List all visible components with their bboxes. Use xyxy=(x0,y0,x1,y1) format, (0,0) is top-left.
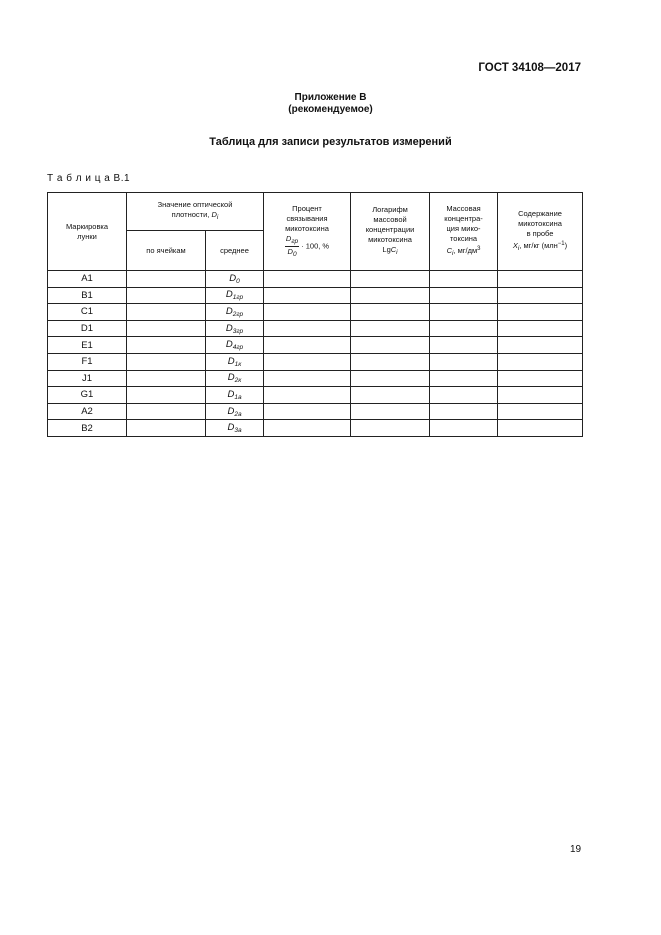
cell-mass-concentration xyxy=(430,287,498,304)
cell-log-concentration xyxy=(351,320,430,337)
den-symbol: D xyxy=(287,247,293,256)
header-average: среднее xyxy=(206,231,264,271)
cell-average xyxy=(206,337,264,354)
header-percent-line: Процент xyxy=(292,204,322,213)
header-binding-percent xyxy=(264,193,351,271)
annex-heading xyxy=(0,92,661,116)
header-log-line: массовой xyxy=(373,215,407,224)
mass-superscript: 3 xyxy=(477,246,481,252)
density-symbol: D xyxy=(225,339,233,351)
table-row xyxy=(48,271,583,288)
cell-mycotoxin-content xyxy=(498,387,583,404)
header-content-line: в пробе xyxy=(526,229,554,238)
table-row xyxy=(48,287,583,304)
well-label: G1 xyxy=(48,387,127,404)
header-optical-text: плотности, xyxy=(171,210,210,219)
cell-mycotoxin-content xyxy=(498,304,583,321)
table-title: Таблица для записи результатов измерений xyxy=(209,136,452,148)
annex-status: (рекомендуемое) xyxy=(288,104,373,115)
cell-per-cell xyxy=(127,387,206,404)
cell-mass-concentration xyxy=(430,304,498,321)
header-content-line: микотоксина xyxy=(518,219,562,228)
table-row xyxy=(48,403,583,420)
mass-subscript: i xyxy=(451,250,454,257)
cell-binding-percent xyxy=(264,304,351,321)
cell-mass-concentration xyxy=(430,370,498,387)
well-label: C1 xyxy=(48,304,127,321)
cell-log-concentration xyxy=(351,370,430,387)
table-row xyxy=(48,387,583,404)
header-optical-line xyxy=(127,210,263,223)
header-log-concentration xyxy=(351,193,430,271)
density-symbol: D xyxy=(227,405,235,417)
density-subscript: 2а xyxy=(234,410,242,418)
log-subscript: i xyxy=(396,249,398,256)
well-label: B2 xyxy=(48,420,127,437)
cell-per-cell xyxy=(127,353,206,370)
header-log-formula xyxy=(351,245,429,258)
annex-title: Приложение В xyxy=(294,92,367,103)
cell-average xyxy=(206,271,264,288)
cell-mycotoxin-content xyxy=(498,370,583,387)
cell-mass-concentration xyxy=(430,420,498,437)
num-subscript: гр xyxy=(291,238,299,245)
cell-mass-concentration xyxy=(430,387,498,404)
content-symbol: X xyxy=(512,241,518,250)
header-percent-formula xyxy=(264,234,350,259)
num-symbol: D xyxy=(285,234,292,243)
header-percent-line: микотоксина xyxy=(285,224,329,233)
cell-per-cell xyxy=(127,287,206,304)
density-symbol: D xyxy=(227,422,235,434)
header-percent-line: связывания xyxy=(286,214,328,223)
header-optical-line: Значение оптической xyxy=(157,200,233,209)
cell-mycotoxin-content xyxy=(498,320,583,337)
header-marking xyxy=(48,193,127,271)
log-expr: Lg xyxy=(382,245,391,254)
cell-log-concentration xyxy=(351,420,430,437)
density-subscript: 4гр xyxy=(232,344,244,352)
header-log-line: микотоксина xyxy=(368,235,412,244)
cell-log-concentration xyxy=(351,287,430,304)
cell-log-concentration xyxy=(351,337,430,354)
header-mass-concentration xyxy=(430,193,498,271)
header-mass-formula xyxy=(430,244,497,259)
cell-binding-percent xyxy=(264,287,351,304)
density-symbol: D xyxy=(229,272,237,284)
cell-mass-concentration xyxy=(430,320,498,337)
cell-mass-concentration xyxy=(430,353,498,370)
density-symbol: D xyxy=(225,289,233,301)
well-label: E1 xyxy=(48,337,127,354)
table-caption: Т а б л и ц а В.1 xyxy=(47,173,131,184)
content-unit: , мг/кг (млн xyxy=(519,241,558,250)
header-mass-line: Массовая xyxy=(446,204,481,213)
cell-per-cell xyxy=(127,271,206,288)
cell-log-concentration xyxy=(351,304,430,321)
content-subscript: i xyxy=(517,245,520,252)
header-marking-line: Маркировка xyxy=(65,221,109,231)
cell-mass-concentration xyxy=(430,403,498,420)
density-subscript: 0 xyxy=(236,277,240,285)
cell-per-cell xyxy=(127,370,206,387)
density-symbol: D xyxy=(225,305,233,317)
header-mass-line: концентра- xyxy=(444,214,483,223)
table-row xyxy=(48,337,583,354)
cell-binding-percent xyxy=(264,370,351,387)
cell-average xyxy=(206,387,264,404)
density-subscript: 3гр xyxy=(232,327,244,335)
header-log-line: Логарифм xyxy=(372,205,408,214)
cell-average xyxy=(206,420,264,437)
header-marking-line: лунки xyxy=(77,231,97,241)
cell-binding-percent xyxy=(264,387,351,404)
header-optical-subscript: i xyxy=(216,214,219,221)
cell-binding-percent xyxy=(264,353,351,370)
cell-per-cell xyxy=(127,420,206,437)
page-number: 19 xyxy=(570,844,582,855)
density-subscript: 2гр xyxy=(232,310,244,318)
cell-average xyxy=(206,304,264,321)
well-label: A1 xyxy=(48,271,127,288)
log-symbol: C xyxy=(390,245,397,254)
fraction-numerator xyxy=(285,234,299,247)
cell-binding-percent xyxy=(264,271,351,288)
table-row xyxy=(48,420,583,437)
cell-per-cell xyxy=(127,304,206,321)
content-close: ) xyxy=(564,241,568,250)
cell-log-concentration xyxy=(351,271,430,288)
header-optical-symbol: D xyxy=(211,210,217,219)
well-label: B1 xyxy=(48,287,127,304)
cell-mass-concentration xyxy=(430,337,498,354)
density-symbol: D xyxy=(227,388,235,400)
cell-log-concentration xyxy=(351,353,430,370)
cell-mycotoxin-content xyxy=(498,403,583,420)
den-subscript: 0 xyxy=(292,251,297,258)
percent-fraction xyxy=(285,234,299,259)
cell-per-cell xyxy=(127,337,206,354)
header-mass-line: токсина xyxy=(449,234,478,243)
table-row xyxy=(48,370,583,387)
header-mass-line: ция мико- xyxy=(446,224,481,233)
mass-unit: , мг/дм xyxy=(453,246,478,255)
table-row xyxy=(48,304,583,321)
cell-per-cell xyxy=(127,403,206,420)
well-label: F1 xyxy=(48,353,127,370)
well-label: A2 xyxy=(48,403,127,420)
cell-binding-percent xyxy=(264,403,351,420)
mass-symbol: C xyxy=(446,246,452,255)
cell-mycotoxin-content xyxy=(498,287,583,304)
fraction-denominator xyxy=(285,247,299,259)
header-content-line: Содержание xyxy=(518,209,562,218)
density-subscript: 1к xyxy=(234,360,242,368)
header-log-line: концентрации xyxy=(365,225,415,234)
percent-suffix: · 100, % xyxy=(301,241,330,251)
cell-average xyxy=(206,320,264,337)
header-per-cell: по ячейкам xyxy=(127,231,206,271)
standard-number: ГОСТ 34108—2017 xyxy=(478,62,581,74)
cell-per-cell xyxy=(127,320,206,337)
table-row xyxy=(48,353,583,370)
density-subscript: 3а xyxy=(234,427,242,435)
cell-mycotoxin-content xyxy=(498,337,583,354)
cell-binding-percent xyxy=(264,337,351,354)
well-label: J1 xyxy=(48,370,127,387)
cell-average xyxy=(206,353,264,370)
cell-mycotoxin-content xyxy=(498,420,583,437)
cell-log-concentration xyxy=(351,403,430,420)
density-subscript: 1гр xyxy=(232,294,244,302)
header-optical-density xyxy=(127,193,264,231)
density-subscript: 1а xyxy=(234,393,242,401)
cell-mass-concentration xyxy=(430,271,498,288)
content-superscript: −1 xyxy=(557,241,565,247)
header-mycotoxin-content xyxy=(498,193,583,271)
cell-average xyxy=(206,287,264,304)
results-table xyxy=(47,192,583,437)
table-row xyxy=(48,320,583,337)
header-content-formula xyxy=(498,239,582,254)
cell-binding-percent xyxy=(264,320,351,337)
density-symbol: D xyxy=(227,372,235,384)
density-subscript: 2к xyxy=(234,377,242,385)
cell-binding-percent xyxy=(264,420,351,437)
cell-log-concentration xyxy=(351,387,430,404)
cell-mycotoxin-content xyxy=(498,271,583,288)
density-symbol: D xyxy=(227,355,235,367)
cell-mycotoxin-content xyxy=(498,353,583,370)
well-label: D1 xyxy=(48,320,127,337)
cell-average xyxy=(206,370,264,387)
cell-average xyxy=(206,403,264,420)
density-symbol: D xyxy=(225,322,233,334)
